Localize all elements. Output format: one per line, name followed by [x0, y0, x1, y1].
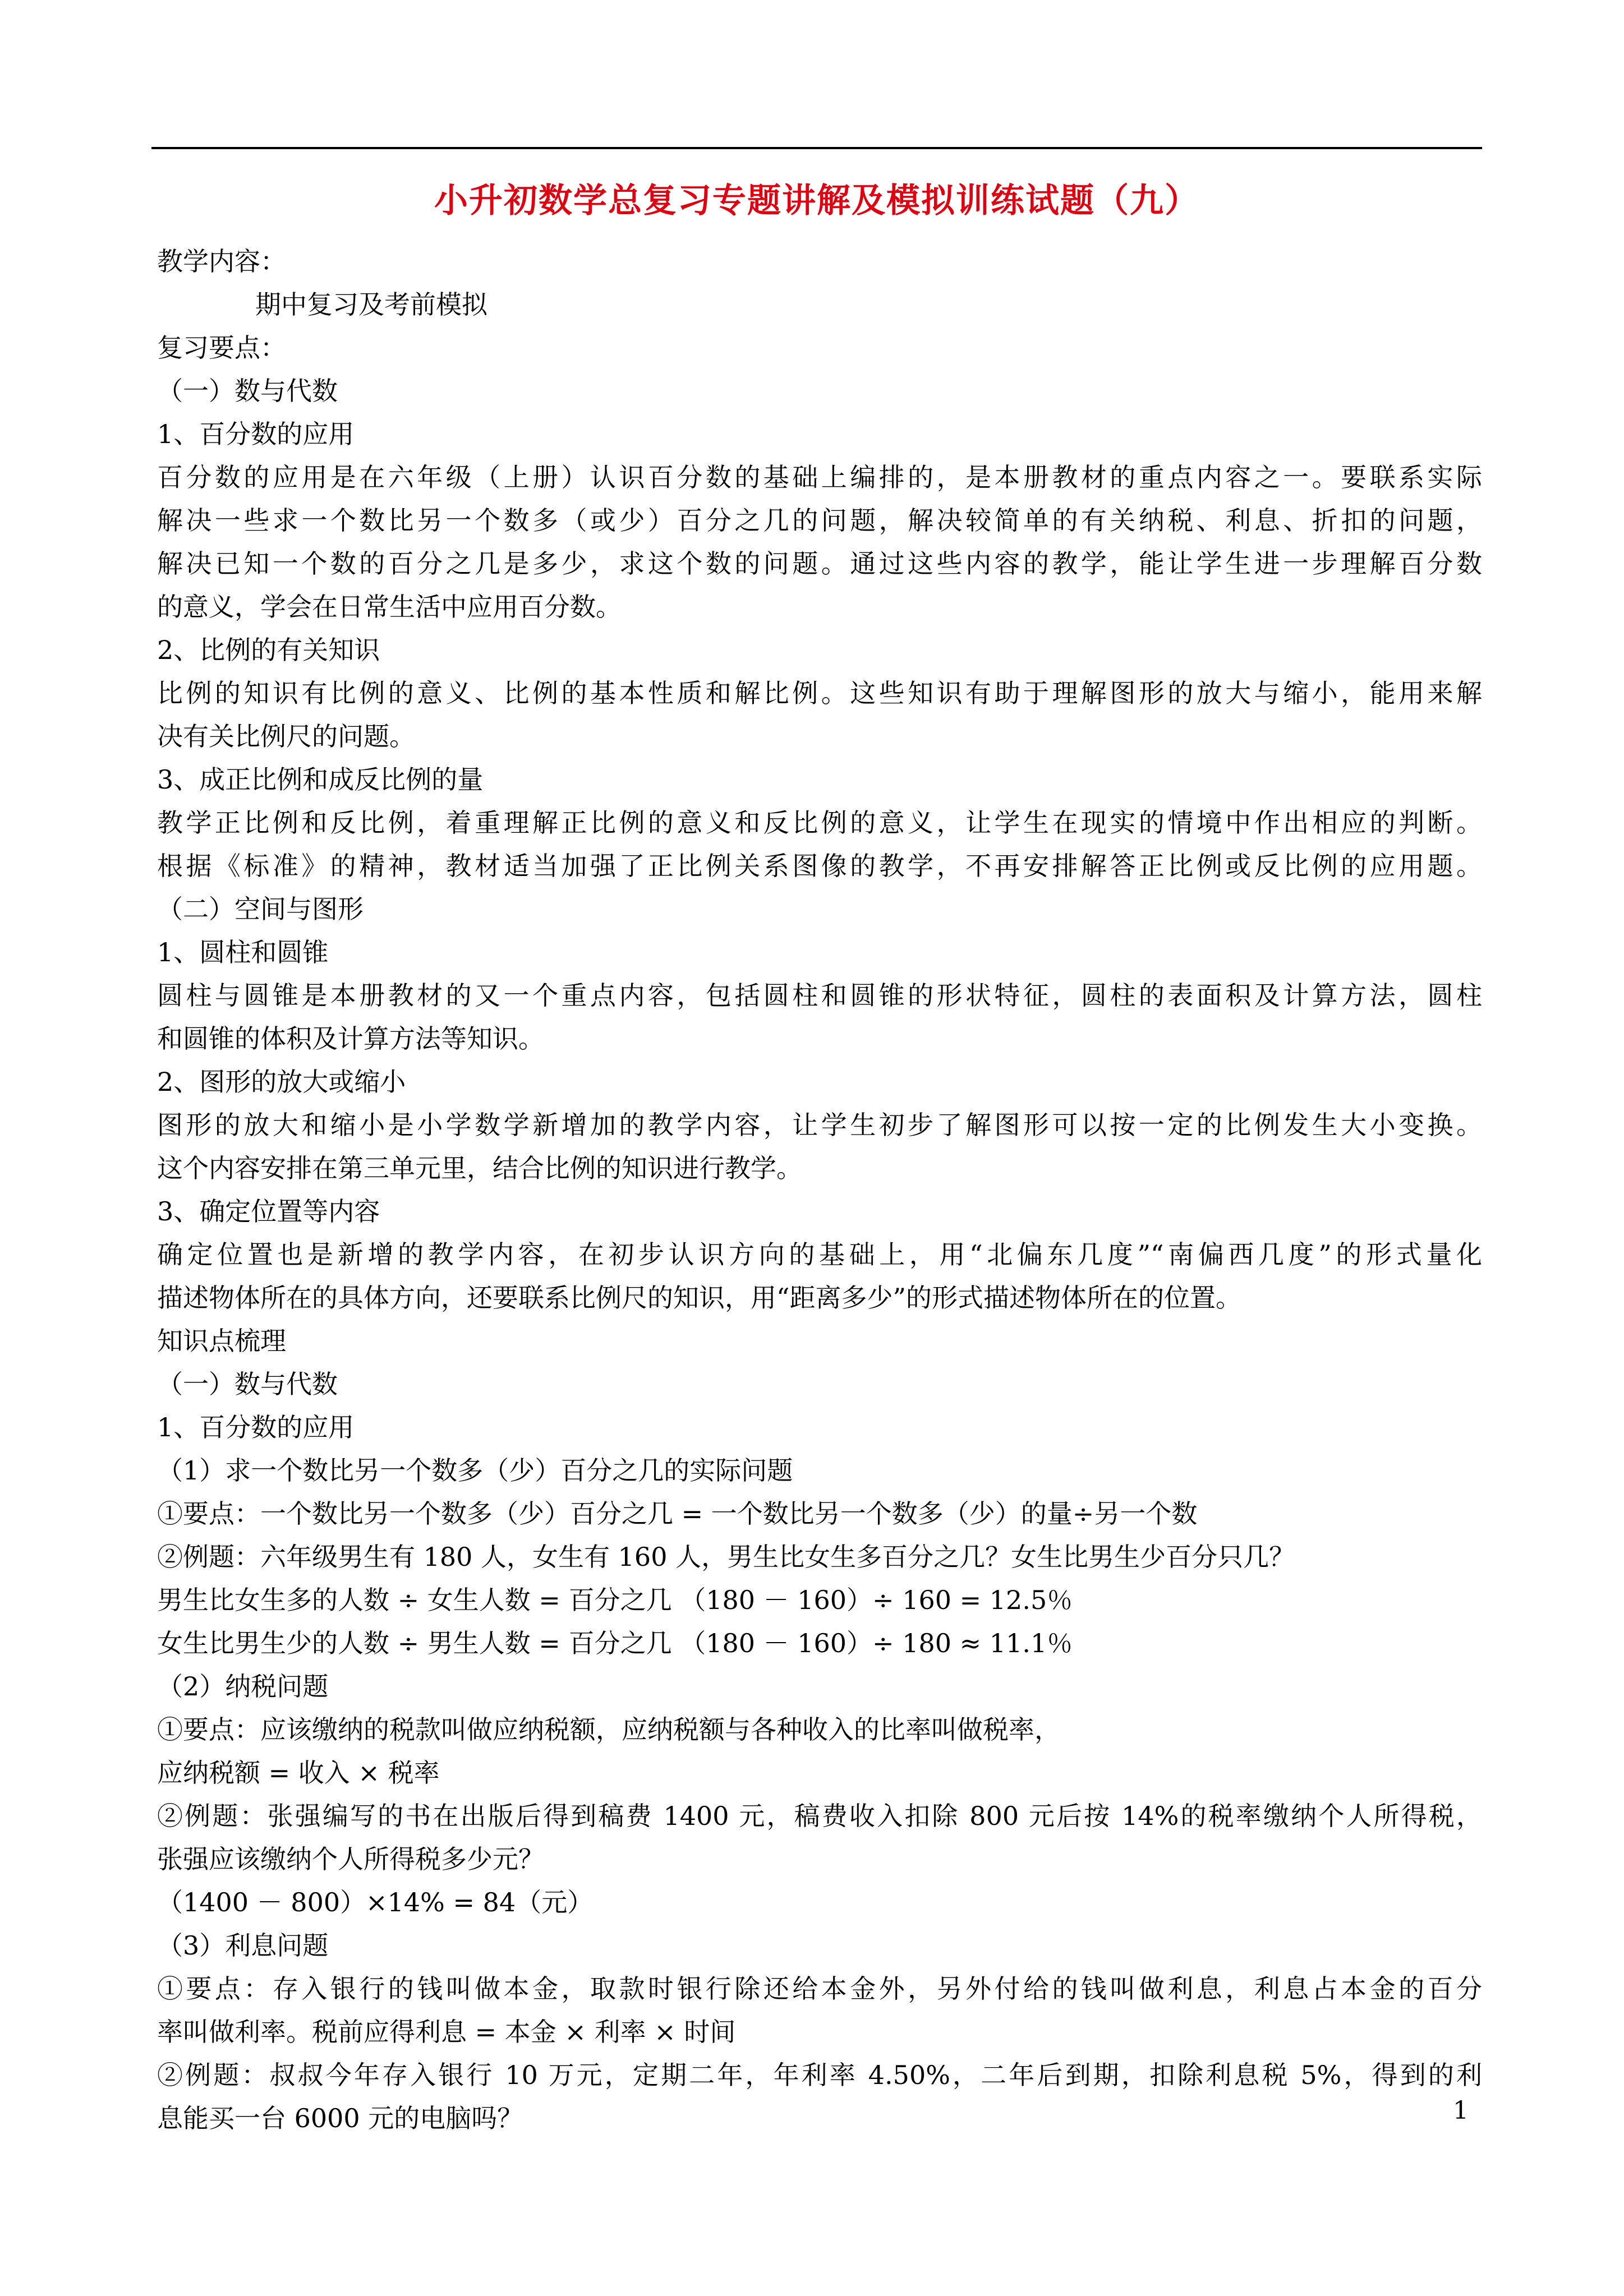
- text-line: 张强应该缴纳个人所得税多少元？: [157, 1844, 544, 1874]
- text-line: 图形的放大和缩小是小学数学新增加的教学内容，让学生初步了解图形可以按一定的比例发生大小变换。: [157, 1110, 1482, 1140]
- text-line: 息能买一台 6000 元的电脑吗？: [157, 2103, 523, 2133]
- text-line: 期中复习及考前模拟: [255, 289, 487, 320]
- text-line: 描述物体所在的具体方向，还要联系比例尺的知识，用“距离多少”的形式描述物体所在的位置。: [157, 1283, 1242, 1313]
- text-line: 2、图形的放大或缩小: [157, 1067, 406, 1097]
- text-line: 1、百分数的应用: [157, 1412, 355, 1442]
- text-line: 这个内容安排在第三单元里，结合比例的知识进行教学。: [157, 1153, 802, 1183]
- text-line: 根据《标准》的精神，教材适当加强了正比例关系图像的教学，不再安排解答正比例或反比例的应用题。: [157, 851, 1482, 881]
- header-rule: [151, 147, 1482, 149]
- text-line: 百分数的应用是在六年级（上册）认识百分数的基础上编排的，是本册教材的重点内容之一。要联系实际: [157, 462, 1482, 492]
- text-line: 比例的知识有比例的意义、比例的基本性质和解比例。这些知识有助于理解图形的放大与缩小，能用来解: [157, 678, 1482, 708]
- text-line: ①要点：存入银行的钱叫做本金，取款时银行除还给本金外，另外付给的钱叫做利息，利息占本金的百分: [157, 1974, 1482, 2004]
- text-line: 圆柱与圆锥是本册教材的又一个重点内容，包括圆柱和圆锥的形状特征，圆柱的表面积及计算方法，圆柱: [157, 980, 1482, 1011]
- text-line: （一）数与代数: [157, 376, 338, 406]
- text-line: （二）空间与图形: [157, 894, 364, 924]
- text-line: ①要点：应该缴纳的税款叫做应纳税额，应纳税额与各种收入的比率叫做税率，: [157, 1714, 1060, 1745]
- document-body: [157, 240, 1482, 2140]
- text-line: 3、成正比例和成反比例的量: [157, 764, 484, 795]
- text-line: 的意义，学会在日常生活中应用百分数。: [157, 592, 622, 622]
- text-line: 决有关比例尺的问题。: [157, 721, 415, 751]
- text-line: 男生比女生多的人数 ÷ 女生人数 = 百分之几 （180 － 160）÷ 160 = 12.5％: [157, 1585, 1073, 1615]
- text-line: 应纳税额 = 收入 × 税率: [157, 1758, 440, 1788]
- text-line: 率叫做利率。税前应得利息 = 本金 × 利率 × 时间: [157, 2017, 736, 2047]
- text-line: 女生比男生少的人数 ÷ 男生人数 = 百分之几 （180 － 160）÷ 180 ≈ 11.1％: [157, 1628, 1073, 1658]
- text-line: （1400 － 800）×14% = 84（元）: [157, 1887, 594, 1917]
- page-number: 1: [1453, 2096, 1469, 2125]
- text-line: 1、百分数的应用: [157, 419, 355, 449]
- text-line: （一）数与代数: [157, 1369, 338, 1399]
- text-line: 解决已知一个数的百分之几是多少，求这个数的问题。通过这些内容的教学，能让学生进一步理解百分数: [157, 548, 1482, 579]
- text-line: 解决一些求一个数比另一个数多（或少）百分之几的问题，解决较简单的有关纳税、利息、折扣的问题，: [157, 505, 1482, 536]
- text-line: 复习要点：: [157, 333, 286, 363]
- text-line: （2）纳税问题: [157, 1671, 329, 1702]
- text-line: ②例题：叔叔今年存入银行 10 万元，定期二年，年利率 4.50%，二年后到期，扣除利息税 5%，得到的利: [157, 2060, 1482, 2090]
- text-line: 2、比例的有关知识: [157, 635, 380, 665]
- text-line: 1、圆柱和圆锥: [157, 937, 329, 967]
- text-line: ②例题：六年级男生有 180 人，女生有 160 人，男生比女生多百分之几？女生比男生少百分只几？: [157, 1542, 1295, 1572]
- text-line: （1）求一个数比另一个数多（少）百分之几的实际问题: [157, 1455, 793, 1486]
- text-line: 教学内容：: [157, 246, 286, 276]
- text-line: 和圆锥的体积及计算方法等知识。: [157, 1023, 544, 1054]
- text-line: 确定位置也是新增的教学内容，在初步认识方向的基础上，用“北偏东几度”“南偏西几度”的形式量化: [157, 1239, 1482, 1270]
- text-line: ①要点：一个数比另一个数多（少）百分之几 = 一个数比另一个数多（少）的量÷另一个数: [157, 1499, 1198, 1529]
- text-line: 教学正比例和反比例，着重理解正比例的意义和反比例的意义，让学生在现实的情境中作出相应的判断。: [157, 808, 1482, 838]
- text-line: （3）利息问题: [157, 1930, 329, 1961]
- document-title: 小升初数学总复习专题讲解及模拟训练试题（九）: [434, 181, 1199, 220]
- text-line: 知识点梳理: [157, 1326, 286, 1356]
- text-line: ②例题：张强编写的书在出版后得到稿费 1400 元，稿费收入扣除 800 元后按 14%的税率缴纳个人所得税，: [157, 1801, 1482, 1831]
- text-line: 3、确定位置等内容: [157, 1196, 380, 1227]
